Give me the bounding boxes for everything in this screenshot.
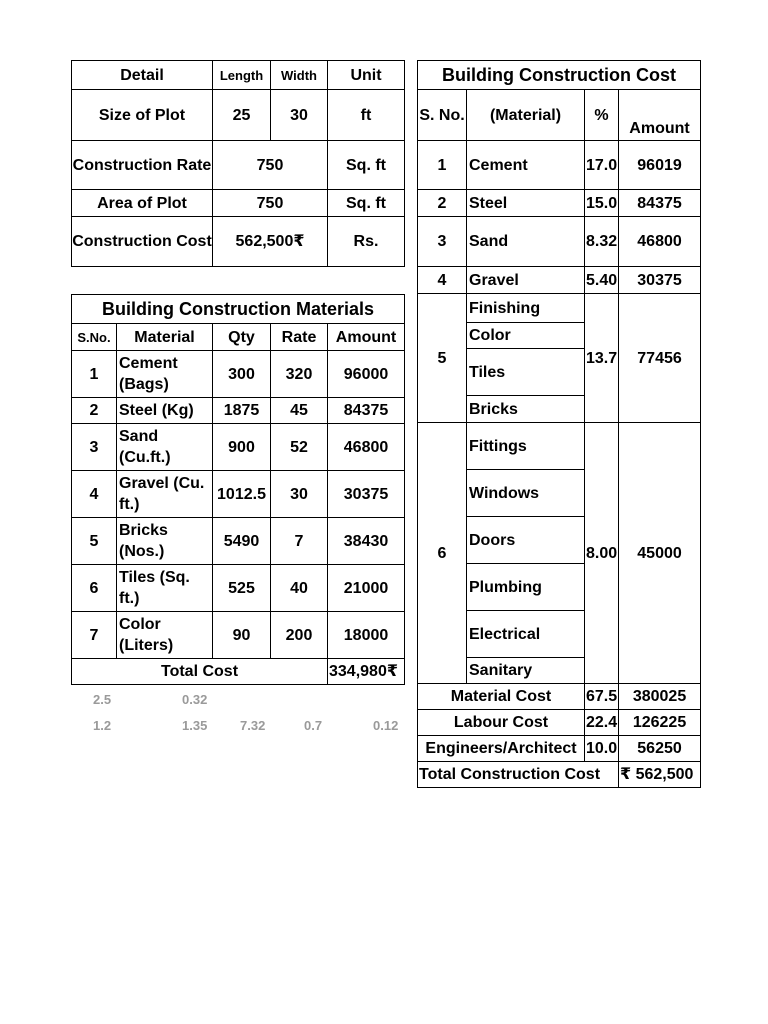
row-amount: 96019 — [619, 141, 701, 190]
row-rate: 200 — [271, 612, 328, 659]
cost-header-pct: % — [585, 90, 619, 141]
row-sno: 6 — [72, 565, 117, 612]
area-of-plot-value: 750 — [213, 190, 328, 217]
area-of-plot-label: Area of Plot — [72, 190, 213, 217]
row-sno: 1 — [418, 141, 467, 190]
ratio-value: 0.12 — [373, 718, 399, 733]
group5-item: Color — [467, 323, 585, 349]
row-rate: 45 — [271, 398, 328, 424]
row-qty: 5490 — [213, 518, 271, 565]
row-sno: 1 — [72, 351, 117, 398]
group5-sno: 5 — [418, 294, 467, 423]
row-qty: 1012.5 — [213, 471, 271, 518]
row-sno: 3 — [72, 424, 117, 471]
row-rate: 30 — [271, 471, 328, 518]
row-amount: 38430 — [328, 518, 405, 565]
row-material: Gravel (Cu. ft.) — [117, 471, 213, 518]
row-sno: 4 — [418, 267, 467, 294]
group6-pct: 8.00 — [585, 423, 619, 684]
row-amount: 46800 — [328, 424, 405, 471]
row-material: Gravel — [467, 267, 585, 294]
plot-unit: ft — [328, 90, 405, 141]
row-sno: 7 — [72, 612, 117, 659]
size-of-plot-label: Size of Plot — [72, 90, 213, 141]
row-material: Sand — [467, 217, 585, 267]
summary-pct: 10.0 — [585, 736, 619, 762]
group6-amount: 45000 — [619, 423, 701, 684]
row-qty: 300 — [213, 351, 271, 398]
table-row — [72, 351, 405, 398]
construction-rate-value: 750 — [213, 141, 328, 190]
ratio-value: 0.32 — [182, 692, 208, 707]
row-material: Sand (Cu.ft.) — [117, 424, 213, 471]
ratio-value: 1.2 — [93, 718, 112, 733]
summary-label: Material Cost — [418, 684, 585, 710]
row-amount: 46800 — [619, 217, 701, 267]
materials-header-rate: Rate — [271, 324, 328, 351]
materials-header-amount: Amount — [328, 324, 405, 351]
row-sno: 4 — [72, 471, 117, 518]
table-row — [72, 398, 405, 424]
row-sno: 5 — [72, 518, 117, 565]
materials-header-qty: Qty — [213, 324, 271, 351]
materials-header-sno: S.No. — [72, 324, 117, 351]
row-material: Color (Liters) — [117, 612, 213, 659]
header-detail: Detail — [72, 61, 213, 90]
row-pct: 5.40 — [585, 267, 619, 294]
row-material: Cement — [467, 141, 585, 190]
group5-pct: 13.7 — [585, 294, 619, 423]
group6-sno: 6 — [418, 423, 467, 684]
row-amount: 18000 — [328, 612, 405, 659]
ratio-value: 0.7 — [304, 718, 323, 733]
row-rate: 7 — [271, 518, 328, 565]
row-qty: 1875 — [213, 398, 271, 424]
group6-item: Plumbing — [467, 564, 585, 611]
row-material: Cement (Bags) — [117, 351, 213, 398]
total-construction-cost-value: ₹ 562,500 — [619, 762, 701, 788]
summary-amount: 56250 — [619, 736, 701, 762]
row-material: Steel (Kg) — [117, 398, 213, 424]
table-row — [72, 612, 405, 659]
cost-header-amount: Amount — [619, 90, 701, 141]
summary-amount: 126225 — [619, 710, 701, 736]
materials-header-material: Material — [117, 324, 213, 351]
construction-cost-label: Construction Cost — [72, 217, 213, 267]
table-row — [418, 267, 701, 294]
row-qty: 90 — [213, 612, 271, 659]
summary-pct: 67.5 — [585, 684, 619, 710]
construction-cost-value: 562,500₹ — [213, 217, 328, 267]
table-row — [72, 471, 405, 518]
area-of-plot-unit: Sq. ft — [328, 190, 405, 217]
plot-width: 30 — [271, 90, 328, 141]
table-row — [418, 141, 701, 190]
ratio-value: 1.35 — [182, 718, 208, 733]
table-row — [72, 565, 405, 612]
summary-label: Engineers/Architect — [418, 736, 585, 762]
group6-item: Sanitary — [467, 658, 585, 684]
table-row — [418, 217, 701, 267]
row-qty: 525 — [213, 565, 271, 612]
row-amount: 84375 — [619, 190, 701, 217]
materials-total-label: Total Cost — [72, 659, 328, 685]
row-sno: 2 — [72, 398, 117, 424]
construction-rate-unit: Sq. ft — [328, 141, 405, 190]
materials-title: Building Construction Materials — [72, 295, 405, 324]
row-amount: 30375 — [328, 471, 405, 518]
row-amount: 84375 — [328, 398, 405, 424]
row-sno: 3 — [418, 217, 467, 267]
row-amount: 30375 — [619, 267, 701, 294]
construction-cost-unit: Rs. — [328, 217, 405, 267]
summary-label: Labour Cost — [418, 710, 585, 736]
row-pct: 8.32 — [585, 217, 619, 267]
row-rate: 52 — [271, 424, 328, 471]
construction-cost-table — [417, 60, 701, 788]
summary-pct: 22.4 — [585, 710, 619, 736]
table-row — [72, 424, 405, 471]
row-rate: 40 — [271, 565, 328, 612]
row-amount: 96000 — [328, 351, 405, 398]
group5-item: Tiles — [467, 349, 585, 396]
total-construction-cost-label: Total Construction Cost — [418, 762, 619, 788]
row-pct: 17.0 — [585, 141, 619, 190]
summary-amount: 380025 — [619, 684, 701, 710]
ratio-value: 7.32 — [240, 718, 266, 733]
plot-length: 25 — [213, 90, 271, 141]
row-pct: 15.0 — [585, 190, 619, 217]
group5-item: Bricks — [467, 396, 585, 423]
table-row — [72, 518, 405, 565]
row-material: Tiles (Sq. ft.) — [117, 565, 213, 612]
row-rate: 320 — [271, 351, 328, 398]
cost-header-material: (Material) — [467, 90, 585, 141]
header-width: Width — [271, 61, 328, 90]
group5-amount: 77456 — [619, 294, 701, 423]
table-row — [418, 190, 701, 217]
ratio-value: 2.5 — [93, 692, 112, 707]
header-unit: Unit — [328, 61, 405, 90]
row-material: Bricks (Nos.) — [117, 518, 213, 565]
row-qty: 900 — [213, 424, 271, 471]
plot-details-table — [71, 60, 405, 267]
group6-item: Fittings — [467, 423, 585, 470]
group5-item: Finishing — [467, 294, 585, 323]
group6-item: Electrical — [467, 611, 585, 658]
group6-item: Doors — [467, 517, 585, 564]
cost-header-sno: S. No. — [418, 90, 467, 141]
cost-title: Building Construction Cost — [418, 61, 701, 90]
construction-rate-label: Construction Rate — [72, 141, 213, 190]
row-amount: 21000 — [328, 565, 405, 612]
materials-total-value: 334,980₹ — [328, 659, 405, 685]
row-material: Steel — [467, 190, 585, 217]
group6-item: Windows — [467, 470, 585, 517]
materials-table — [71, 294, 405, 685]
header-length: Length — [213, 61, 271, 90]
row-sno: 2 — [418, 190, 467, 217]
